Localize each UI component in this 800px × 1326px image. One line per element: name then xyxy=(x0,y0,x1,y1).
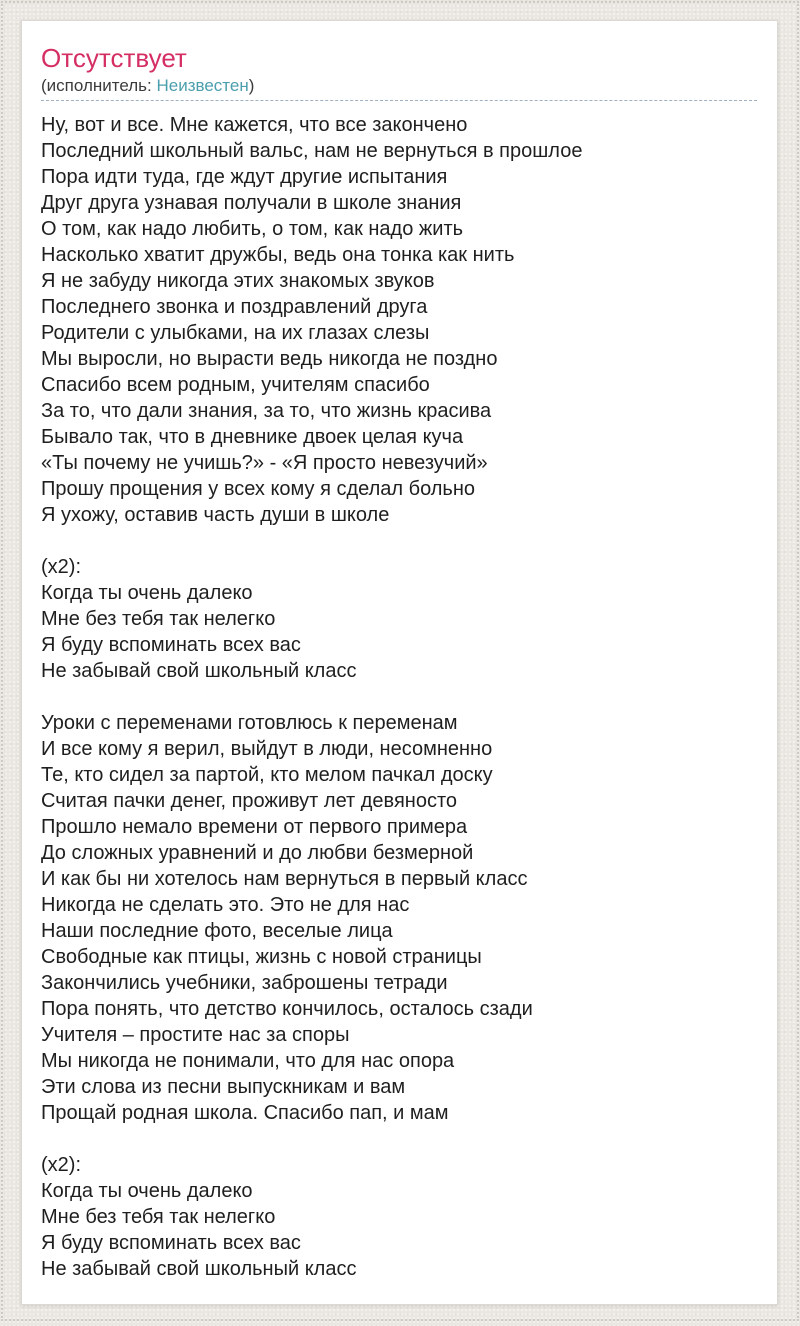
artist-label: (исполнитель: xyxy=(41,76,152,95)
artist-link[interactable]: Неизвестен xyxy=(156,76,249,95)
lyric-line: Закончились учебники, заброшены тетради xyxy=(41,972,448,994)
lyric-line: Эти слова из песни выпускникам и вам xyxy=(41,1076,406,1098)
lyric-line: Прошу прощения у всех кому я сделал больно xyxy=(41,478,476,500)
lyric-line: Последнего звонка и поздравлений друга xyxy=(41,296,428,318)
lyric-line: Никогда не сделать это. Это не для нас xyxy=(41,894,410,916)
lyric-line: Последний школьный вальс, нам не вернуться в прошлое xyxy=(41,140,583,162)
lyrics-card xyxy=(21,20,778,1305)
lyric-line: Я буду вспоминать всех вас xyxy=(41,1232,301,1254)
lyric-line: До сложных уравнений и до любви безмерной xyxy=(41,842,474,864)
lyric-line: Когда ты очень далеко xyxy=(41,582,253,604)
lyric-line: Ну, вот и все. Мне кажется, что все закончено xyxy=(41,114,468,136)
lyric-line: Я буду вспоминать всех вас xyxy=(41,634,301,656)
lyric-line: Друг друга узнавая получали в школе знания xyxy=(41,192,462,214)
lyric-line: Считая пачки денег, проживут лет девяносто xyxy=(41,790,457,812)
lyric-line: Мы никогда не понимали, что для нас опора xyxy=(41,1050,455,1072)
stanza xyxy=(41,1152,757,1282)
lyric-line: Бывало так, что в дневнике двоек целая куча xyxy=(41,426,464,448)
stanza xyxy=(41,554,757,684)
lyric-line: Пора идти туда, где ждут другие испытания xyxy=(41,166,448,188)
lyric-line: Мне без тебя так нелегко xyxy=(41,1206,276,1228)
lyric-line: Когда ты очень далеко xyxy=(41,1180,253,1202)
lyric-line: Мы выросли, но вырасти ведь никогда не поздно xyxy=(41,348,498,370)
lyric-line: Насколько хватит дружбы, ведь она тонка как нить xyxy=(41,244,515,266)
artist-line xyxy=(41,76,757,101)
lyric-line: И все кому я верил, выйдут в люди, несомненно xyxy=(41,738,493,760)
lyric-line: Не забывай свой школьный класс xyxy=(41,1258,357,1280)
lyric-line: Прощай родная школа. Спасибо пап, и мам xyxy=(41,1102,449,1124)
lyric-line: (x2): xyxy=(41,1154,81,1176)
stanza xyxy=(41,710,757,1126)
lyric-line: Мне без тебя так нелегко xyxy=(41,608,276,630)
lyric-line: Родители с улыбками, на их глазах слезы xyxy=(41,322,430,344)
lyric-line: О том, как надо любить, о том, как надо жить xyxy=(41,218,464,240)
lyric-line: Прошло немало времени от первого примера xyxy=(41,816,468,838)
lyric-line: «Ты почему не учишь?» - «Я просто невезучий» xyxy=(41,452,488,474)
lyric-line: Спасибо всем родным, учителям спасибо xyxy=(41,374,430,396)
lyric-line: Уроки с переменами готовлюсь к переменам xyxy=(41,712,458,734)
lyric-line: Учителя – простите нас за споры xyxy=(41,1024,350,1046)
lyric-line: Не забывай свой школьный класс xyxy=(41,660,357,682)
stanza xyxy=(41,112,757,528)
artist-label-close: ) xyxy=(248,76,255,95)
lyric-line: Свободные как птицы, жизнь с новой страницы xyxy=(41,946,482,968)
lyrics-text xyxy=(41,112,757,1282)
lyric-line: Я не забуду никогда этих знакомых звуков xyxy=(41,270,435,292)
lyric-line: (x2): xyxy=(41,556,81,578)
lyric-line: Наши последние фото, веселые лица xyxy=(41,920,393,942)
song-title: Отсутствует xyxy=(41,43,187,73)
lyric-line: За то, что дали знания, за то, что жизнь красива xyxy=(41,400,492,422)
lyric-line: Я ухожу, оставив часть души в школе xyxy=(41,504,390,526)
lyric-line: И как бы ни хотелось нам вернуться в первый класс xyxy=(41,868,528,890)
lyric-line: Те, кто сидел за партой, кто мелом пачкал доску xyxy=(41,764,493,786)
lyric-line: Пора понять, что детство кончилось, осталось сзади xyxy=(41,998,533,1020)
